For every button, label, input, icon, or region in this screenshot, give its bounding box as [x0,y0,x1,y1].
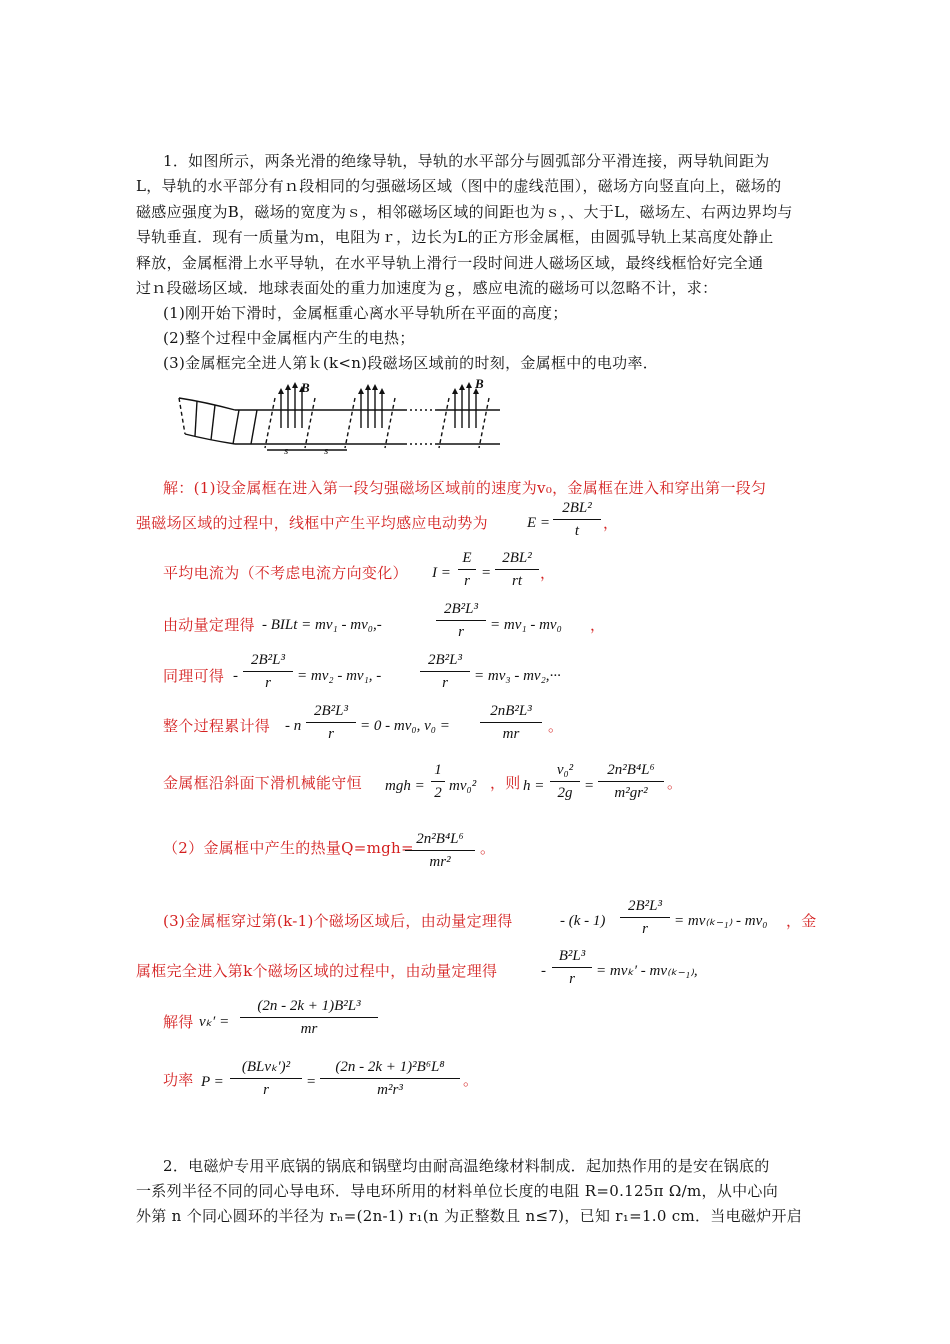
momentum-1-rhs: = mv₁ - mv₀ [490,617,562,633]
power-fraction-2: (2n - 2k + 1)²B⁶L⁸ m²r³ [320,1058,460,1099]
same-fraction-1: 2B²L³ r [243,651,293,692]
sol-line-6: 整个过程累计得 [163,717,271,735]
sol-comma-3: ， [590,616,606,634]
current-eq: = [481,565,492,581]
vk-fraction: (2n - 2k + 1)B²L³ mr [240,997,378,1038]
k1-fraction: 2B²L³ r [620,897,670,938]
energy-fraction: 1 2 [431,761,445,802]
h-fraction-1: v₀² 2g [550,761,580,802]
p1-line-2: L，导轨的水平部分有ｎ段相同的匀强磁场区域（图中的虚线范围），磁场方向竖直向上，磁场的 [136,177,782,195]
sol-line-12: 功率 [163,1071,194,1089]
figure-label-b-1: B [301,380,310,395]
p1-line-1: 1．如图所示，两条光滑的绝缘导轨，导轨的水平部分与圆弧部分平滑连接，两导轨间距为 [163,152,770,170]
sol-line-9b: ，金 [786,912,817,930]
h-eq: = [584,778,595,794]
heat-fraction: 2n²B⁴L⁶ mr² [405,830,475,871]
same-rhs-2: = mv₃ - mv₂,··· [474,668,561,684]
power-fraction-1: (BLvₖ′)² r [230,1058,302,1099]
k2-lhs: - [541,963,546,979]
p1-line-6: 过ｎ段磁场区域．地球表面处的重力加速度为ｇ，感应电流的磁场可以忽略不计，求： [136,279,718,297]
sol-period-2: 。 [667,774,683,792]
energy-rhs: mv₀² [449,778,477,794]
sol-line-3: 平均电流为（不考虑电流方向变化） [163,564,408,582]
h-fraction-2: 2n²B⁴L⁶ m²gr² [598,761,664,802]
sol-period-1: 。 [548,717,564,735]
sol-line-11: 解得 [163,1013,194,1031]
sol-line-8: （2）金属框中产生的热量Q=mgh= [163,839,414,857]
total-fraction-2: 2nB²L³ mr [480,702,542,743]
power-lhs: P = [201,1074,224,1090]
current-lhs: I = [432,565,451,581]
energy-lhs: mgh = [385,778,425,794]
total-rhs: = 0 - mv₀, v₀ = [360,718,450,734]
figure-label-s-1: s [284,445,289,457]
same-minus: - [233,668,238,684]
momentum-1: - BILt = mv₁ - mv₀,- [262,617,382,633]
figure-label-s-2: s [324,445,329,457]
sol-comma-2: ， [540,564,556,582]
total-lhs: - n [285,718,302,734]
sol-line-4: 由动量定理得 [163,616,255,634]
p2-line-3: 外第 n 个同心圆环的半径为 rₙ=(2n-1) r₁(n 为正整数且 n≤7)，已知 r₁=1.0 cm．当电磁炉开启 [136,1207,803,1225]
sol-period-3: 。 [480,839,496,857]
sol-line-5: 同理可得 [163,667,225,685]
p1-question-3: (3)金属框完全进人第ｋ(k<n)段磁场区域前的时刻，金属框中的电功率． [163,354,659,372]
sol-period-4: 。 [463,1071,479,1089]
p1-line-5: 释放，金属框滑上水平导轨，在水平导轨上滑行一段时间进人磁场区域，最终线框恰好完全通 [136,254,764,272]
sol-comma-1: ， [603,514,619,532]
current-fraction-1: E r [458,549,476,590]
k1-rhs: = mv₍ₖ₋₁₎ - mv₀ [674,913,768,929]
momentum-fraction-1: 2B²L³ r [436,600,486,641]
total-fraction-1: 2B²L³ r [306,702,356,743]
vk-lhs: vₖ′ = [199,1014,230,1030]
sol-then: ，则 [490,774,521,792]
power-eq: = [306,1074,317,1090]
sol-line-7: 金属框沿斜面下滑机械能守恒 [163,774,362,792]
sol-line-10: 属框完全进入第k个磁场区域的过程中，由动量定理得 [136,962,498,980]
same-fraction-2: 2B²L³ r [420,651,470,692]
sol-line-1: 解：(1)设金属框在进入第一段匀强磁场区域前的速度为v₀，金属框在进入和穿出第一段匀 [163,479,767,497]
emf-fraction: 2BL² t [553,499,601,540]
emf-lhs: E = [527,515,551,531]
p2-line-1: 2．电磁炉专用平底锅的锅底和锅壁均由耐高温绝缘材料制成．起加热作用的是安在锅底的 [163,1157,770,1175]
figure-label-b-2: B [475,378,484,391]
current-fraction-2: 2BL² rt [495,549,539,590]
sol-line-9: (3)金属框穿过第(k-1)个磁场区域后，由动量定理得 [163,912,513,930]
p1-question-2: (2)整个过程中金属框内产生的电热； [163,329,415,347]
k2-fraction: B²L³ r [552,947,592,988]
rail-magnetic-field-figure [175,378,505,458]
p1-line-4: 导轨垂直．现有一质量为ｍ，电阻为ｒ，边长为L的正方形金属框，由圆弧导轨上某高度处静止 [136,228,774,246]
h-lhs: h = [523,778,545,794]
k1-lhs: - (k - 1) [560,913,606,929]
k2-rhs: = mvₖ′ - mv₍ₖ₋₁₎, [596,963,698,979]
p1-line-3: 磁感应强度为B，磁场的宽度为ｓ，相邻磁场区域的间距也为ｓ，、大于L，磁场左、右两边界均与 [136,203,793,221]
p2-line-2: 一系列半径不同的同心导电环．导电环所用的材料单位长度的电阻 R=0.125π Ω/m，从中心向 [136,1182,779,1200]
sol-line-2: 强磁场区域的过程中，线框中产生平均感应电动势为 [136,514,488,532]
same-rhs-1: = mv₂ - mv₁, - [297,668,382,684]
p1-question-1: (1)刚开始下滑时，金属框重心离水平导轨所在平面的高度； [163,304,568,322]
